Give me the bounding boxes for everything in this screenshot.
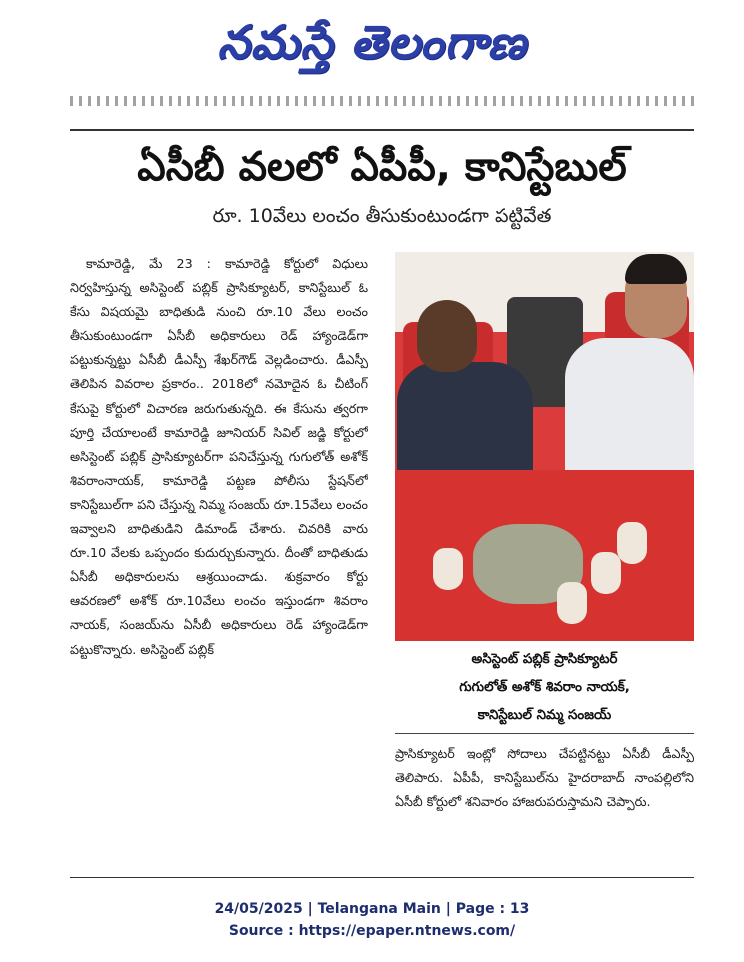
masthead [0, 0, 744, 95]
photo-caption [395, 646, 694, 730]
photo-evidence-bottle [591, 552, 621, 594]
photo-caption-line: అసిస్టెంట్ పబ్లిక్ ప్రాసిక్యూటర్ [471, 652, 618, 667]
article-body-right-column [395, 742, 694, 862]
newspaper-logo: నమస్తే తెలంగాణ [217, 14, 527, 69]
news-photo [395, 252, 694, 641]
footer-source-link[interactable]: Source : https://epaper.ntnews.com/ [228, 923, 516, 939]
photo-person-left-head [417, 300, 477, 372]
photo-evidence-bottle [617, 522, 647, 564]
article-body-left-column [70, 252, 368, 862]
page-footer [0, 898, 744, 942]
article-body-right-text: ప్రాసిక్యూటర్ ఇంట్లో సోదాలు చేపట్టినట్టు ఏసీబీ డీఎస్పీ తెలిపారు. ఏపీపీ, కానిస్టేబుల్‌ను హైదరాబాద్ నాంపల్లిలోని ఏసీబీ కోర్టులో శనివారం హాజరుపరుస్తామని చెప్పారు. [395, 746, 694, 810]
photo-caption-line: గుగులోత్ అశోక్ శివరాం నాయక్, [459, 680, 630, 695]
photo-person-right [565, 338, 694, 478]
adjacent-article-edge [733, 96, 744, 896]
photo-person-left [397, 362, 533, 482]
article-body-left-text: కామారెడ్డి, మే 23 : కామారెడ్డి కోర్టులో విధులు నిర్వహిస్తున్న అసిస్టెంట్ పబ్లిక్ ప్రాసిక్యూటర్, కానిస్టేబుల్ ఓ కేసు విషయమై బాధితుడి నుంచి రూ.10 వేలు లంచం తీసుకుంటుండగా ఏసీబీ అధికారులు రెడ్ హ్యాండెడ్‌గా పట్టుకున్నట్టు ఏసీబీ డీఎస్పీ శేఖర్‌గౌడ్ వెల్లడించారు. డీఎస్పీ తెలిపిన వివరాల ప్రకారం.. 2018లో నమోదైన ఓ చీటింగ్ కేసుపై కోర్టులో విచారణ జరుగుతున్నది. ఈ కేసును త్వరగా పూర్తి చేయాలంటే కామారెడ్డి జూనియర్ సివిల్ జడ్జి కోర్టులో అసిస్టెంట్ పబ్లిక్ ప్రాసిక్యూటర్‌గా పనిచేస్తున్న గుగులోత్ అశోక్ శివరాంనాయక్, కామారెడ్డి పట్టణ పోలీసు స్టేషన్‌లో కానిస్టేబుల్‌గా పని చేస్తున్న నిమ్మ సంజయ్ రూ.15వేలు లంచం ఇవ్వాలని బాధితుడిని డిమాండ్ చేశారు. చివరికి వారు రూ.10 వేలకు ఒప్పందం కుదుర్చుకున్నారు. దీంతో బాధితుడు ఏసీబీ అధికారులను ఆశ్రయించాడు. శుక్రవారం కోర్టు ఆవరణలో అశోక్ రూ.10వేలు లంచం ఇస్తుండగా శివరాం నాయక్, సంజయ్‌ను ఏసీబీ అధికారులు రెడ్ హ్యాండెడ్‌గా పట్టుకొన్నారు. అసిస్టెంట్ పబ్లిక్ [70, 256, 368, 657]
bottom-rule [70, 877, 694, 878]
photo-evidence-bottle [557, 582, 587, 624]
footer-date-edition-page: 24/05/2025 | Telangana Main | Page : 13 [214, 901, 530, 917]
photo-caption-line: కానిస్టేబుల్ నిమ్మ సంజయ్ [477, 708, 612, 723]
article-headline: ఏసీబీ వలలో ఏపీపీ, కానిస్టేబుల్ [137, 144, 627, 190]
caption-rule [395, 733, 694, 734]
top-rule [70, 129, 694, 131]
photo-evidence-bottle [433, 548, 463, 590]
clipped-previous-article-strip [70, 96, 694, 106]
article-subhead: రూ. 10వేలు లంచం తీసుకుంటుండగా పట్టివేత [212, 205, 552, 227]
